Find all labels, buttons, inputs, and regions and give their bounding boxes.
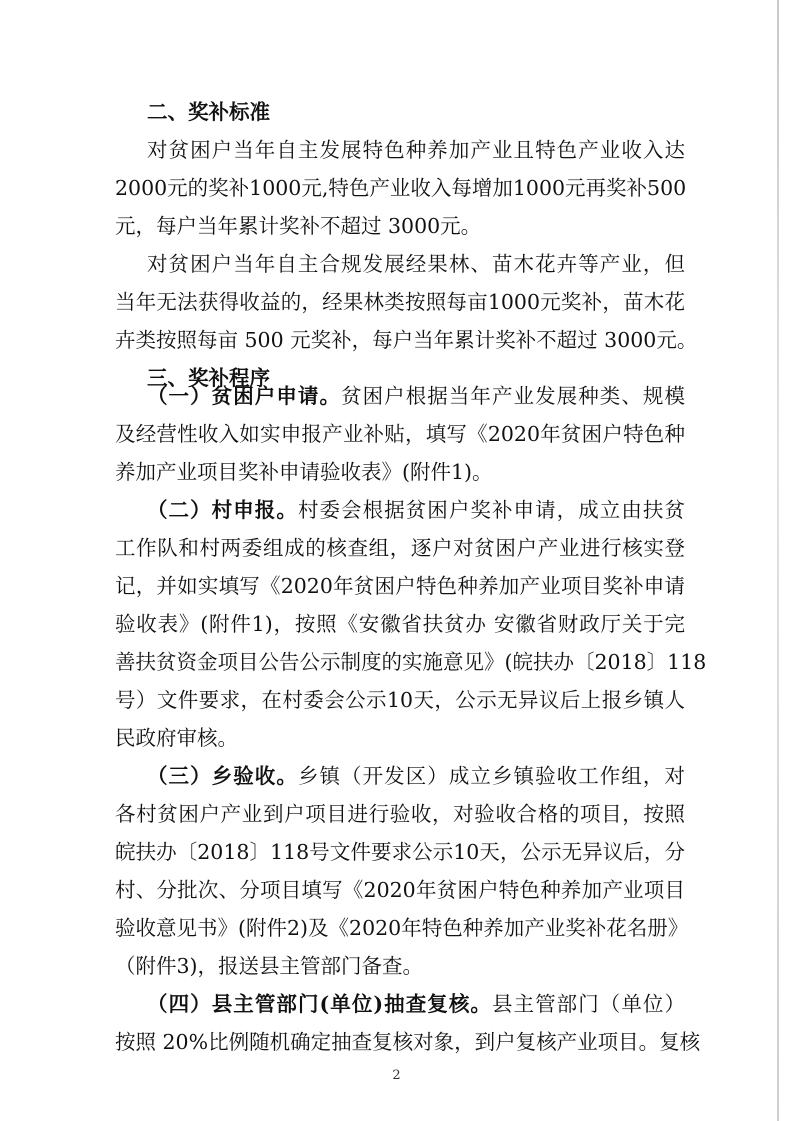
paragraph-line: 元，每户当年累计奖补不超过 3000元。 bbox=[115, 214, 482, 238]
item-text: 贫困户根据当年产业发展种类、规模 bbox=[341, 384, 685, 408]
paragraph-line bbox=[147, 378, 685, 415]
item-title: （一）贫困户申请。 bbox=[147, 384, 342, 408]
section-heading-award-standard: 二、奖补标准 bbox=[147, 100, 270, 124]
item-title: （三）乡验收。 bbox=[147, 764, 298, 788]
paragraph-line: 养加产业项目奖补申请验收表》(附件1)。 bbox=[115, 460, 493, 484]
paragraph-line bbox=[147, 758, 685, 795]
item-text: 村委会根据贫困户奖补申请，成立由扶贫 bbox=[297, 498, 685, 522]
item-text: 县主管部门（单位） bbox=[491, 992, 685, 1016]
paragraph-line bbox=[147, 986, 685, 1023]
paragraph-line: 对贫困户当年自主发展特色种养加产业且特色产业收入达 bbox=[147, 138, 685, 162]
paragraph-line: 善扶贫资金项目公告公示制度的实施意见》(皖扶办〔2018〕118 bbox=[115, 650, 707, 674]
paragraph-line: 2000元的奖补1000元,特色产业收入每增加1000元再奖补500 bbox=[115, 176, 687, 200]
item-title: （四）县主管部门(单位)抽查复核。 bbox=[147, 992, 492, 1016]
paragraph-line: 验收意见书》(附件2)及《2020年特色种养加产业奖补花名册》 bbox=[115, 916, 689, 940]
paragraph-line: 对贫困户当年自主合规发展经果林、苗木花卉等产业，但 bbox=[147, 252, 685, 276]
paragraph-line: 工作队和村两委组成的核查组，逐户对贫困户产业进行核实登 bbox=[115, 536, 685, 560]
paragraph-line: 按照 20%比例随机确定抽查复核对象，到户复核产业项目。复核 bbox=[115, 1030, 701, 1054]
paragraph-line: 村、分批次、分项目填写《2020年贫困户特色种养加产业项目 bbox=[115, 878, 685, 902]
paragraph-line bbox=[147, 492, 685, 529]
paragraph-line: 及经营性收入如实申报产业补贴，填写《2020年贫困户特色种 bbox=[115, 422, 685, 446]
page-number: 2 bbox=[392, 1068, 401, 1083]
paragraph-line: 当年无法获得收益的，经果林类按照每亩1000元奖补，苗木花 bbox=[115, 290, 685, 314]
paragraph-line: 记，并如实填写《2020年贫困户特色种养加产业项目奖补申请 bbox=[115, 574, 685, 598]
scan-edge bbox=[777, 0, 779, 1121]
paragraph-line: 验收表》(附件1)，按照《安徽省扶贫办 安徽省财政厅关于完 bbox=[115, 612, 685, 636]
paragraph-line: 民政府审核。 bbox=[115, 726, 238, 750]
paragraph-line: 卉类按照每亩 500 元奖补，每户当年累计奖补不超过 3000元。 bbox=[115, 328, 698, 352]
item-title: （二）村申报。 bbox=[147, 498, 298, 522]
paragraph-line: 号）文件要求，在村委会公示10天，公示无异议后上报乡镇人 bbox=[115, 688, 685, 712]
paragraph-line: 皖扶办〔2018〕118号文件要求公示10天，公示无异议后，分 bbox=[115, 840, 685, 864]
paragraph-line: 各村贫困户产业到户项目进行验收，对验收合格的项目，按照 bbox=[115, 802, 685, 826]
item-text: 乡镇（开发区）成立乡镇验收工作组，对 bbox=[297, 764, 685, 788]
section-heading-award-procedure: 三、奖补程序 bbox=[147, 366, 270, 390]
paragraph-line: （附件3)，报送县主管部门备查。 bbox=[115, 954, 424, 978]
